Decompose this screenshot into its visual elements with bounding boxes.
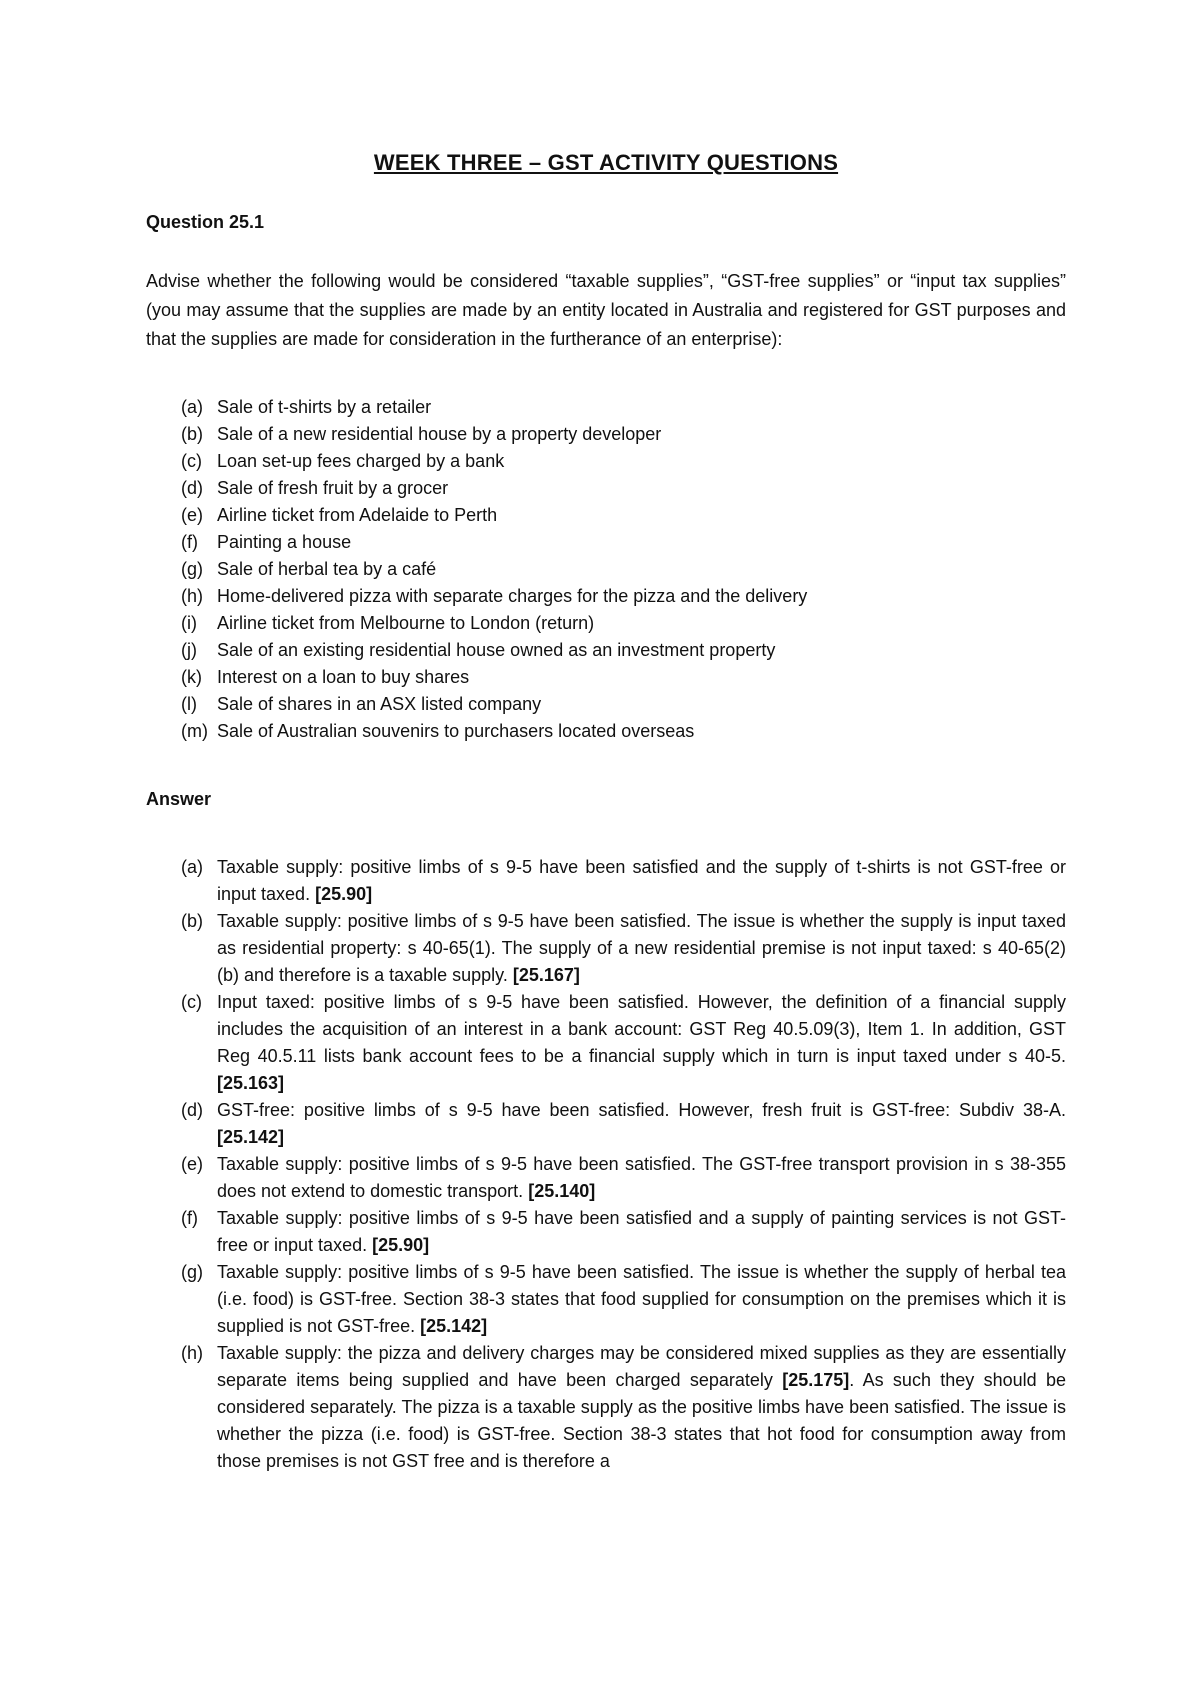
list-item (181, 610, 1066, 637)
item-text: Airline ticket from Adelaide to Perth (217, 505, 498, 525)
answer-text: GST-free: positive limbs of s 9-5 have been satisfied. However, fresh fruit is GST-free: Subdiv 38-A. (217, 1100, 1066, 1120)
item-text: Painting a house (217, 532, 352, 552)
item-text: Sale of t-shirts by a retailer (217, 397, 432, 417)
answer-reference: [25.167] (512, 965, 580, 985)
answer-item (181, 1151, 1066, 1205)
answer-label: (f) (181, 1208, 198, 1228)
list-item (181, 664, 1066, 691)
answer-label: (b) (181, 911, 203, 931)
answer-text-block (217, 908, 1066, 989)
answer-label: (h) (181, 1343, 203, 1363)
list-item (181, 583, 1066, 610)
item-label: (k) (181, 667, 202, 687)
answer-text: Taxable supply: positive limbs of s 9-5 have been satisfied and a supply of painting services is not GST-free or input taxed. (217, 1208, 1066, 1255)
item-text: Interest on a loan to buy shares (217, 667, 470, 687)
list-item (181, 691, 1066, 718)
item-text: Sale of fresh fruit by a grocer (217, 478, 449, 498)
item-label: (b) (181, 424, 203, 444)
answer-label: (d) (181, 1100, 203, 1120)
answer-item (181, 854, 1066, 908)
answer-text-block (217, 1205, 1066, 1259)
answer-text-block (217, 1151, 1066, 1205)
question-intro: Advise whether the following would be considered “taxable supplies”, “GST-free supplies” or “input tax supplies” (you may assume that the supplies are made by an entity located in Australia and registered for GST purposes and that the supplies are made for consideration in the furtherance of an enterprise): (146, 271, 1066, 349)
page-title: WEEK THREE – GST ACTIVITY QUESTIONS (373, 150, 839, 175)
answer-item (181, 1340, 1066, 1475)
answer-label: (c) (181, 992, 202, 1012)
question-items-list (181, 394, 1066, 745)
item-text: Home-delivered pizza with separate charges for the pizza and the delivery (217, 586, 808, 606)
answer-item (181, 989, 1066, 1097)
answer-text: Taxable supply: positive limbs of s 9-5 have been satisfied. The issue is whether the supply of herbal tea (i.e. food) is GST-free. Section 38-3 states that food supplied for consumption on the premises which it is supplied is not GST-free. (217, 1262, 1066, 1336)
answer-item (181, 908, 1066, 989)
answer-text-block (217, 1340, 1066, 1475)
item-text: Sale of Australian souvenirs to purchasers located overseas (217, 721, 695, 741)
answer-heading: Answer (146, 789, 212, 809)
answer-text-block (217, 1097, 1066, 1151)
answer-label: (e) (181, 1154, 203, 1174)
item-text: Sale of herbal tea by a café (217, 559, 437, 579)
item-text: Loan set-up fees charged by a bank (217, 451, 505, 471)
item-label: (a) (181, 397, 203, 417)
answer-reference: [25.140] (528, 1181, 596, 1201)
answer-item (181, 1097, 1066, 1151)
list-item (181, 502, 1066, 529)
answer-label: (g) (181, 1262, 203, 1282)
list-item (181, 556, 1066, 583)
answer-reference: [25.90] (372, 1235, 430, 1255)
item-label: (d) (181, 478, 203, 498)
answer-text: Taxable supply: the pizza and delivery charges may be considered mixed supplies as they are essentially separate items being supplied and have been charged separately (217, 1343, 1066, 1390)
item-text: Airline ticket from Melbourne to London (return) (217, 613, 595, 633)
item-text: Sale of an existing residential house owned as an investment property (217, 640, 776, 660)
answer-reference: [25.90] (315, 884, 373, 904)
answer-text: Taxable supply: positive limbs of s 9-5 have been satisfied. The issue is whether the supply is input taxed as residential property: s 40-65(1). The supply of a new residential premise is not input taxed: s 40-65(2)(b) and therefore is a taxable supply. (217, 911, 1066, 985)
list-item (181, 475, 1066, 502)
list-item (181, 448, 1066, 475)
answer-text: Taxable supply: positive limbs of s 9-5 have been satisfied. The GST-free transport provision in s 38-355 does not extend to domestic transport. (217, 1154, 1066, 1201)
answers-list (181, 854, 1066, 1475)
list-item (181, 718, 1066, 745)
list-item (181, 637, 1066, 664)
item-label: (i) (181, 613, 197, 633)
item-label: (l) (181, 694, 197, 714)
answer-reference: [25.175] (782, 1370, 850, 1390)
list-item (181, 394, 1066, 421)
answer-label: (a) (181, 857, 203, 877)
item-text: Sale of shares in an ASX listed company (217, 694, 542, 714)
answer-reference: [25.163] (217, 1073, 285, 1093)
item-label: (g) (181, 559, 203, 579)
answer-reference: [25.142] (217, 1127, 285, 1147)
answer-text: Taxable supply: positive limbs of s 9-5 have been satisfied and the supply of t-shirts is not GST-free or input taxed. (217, 857, 1066, 904)
answer-text-block (217, 1259, 1066, 1340)
answer-reference: [25.142] (420, 1316, 488, 1336)
answer-text-block (217, 989, 1066, 1097)
item-label: (j) (181, 640, 197, 660)
answer-text: Input taxed: positive limbs of s 9-5 have been satisfied. However, the definition of a financial supply includes the acquisition of an interest in a bank account: GST Reg 40.5.09(3), Item 1. In addition, GST Reg 40.5.11 lists bank account fees to be a financial supply which in turn is input taxed under s 40-5. (217, 992, 1066, 1066)
item-label: (e) (181, 505, 203, 525)
list-item (181, 529, 1066, 556)
answer-item (181, 1205, 1066, 1259)
answer-item (181, 1259, 1066, 1340)
item-label: (f) (181, 532, 198, 552)
list-item (181, 421, 1066, 448)
item-text: Sale of a new residential house by a property developer (217, 424, 662, 444)
answer-text-after: . As such they should be considered separately. The pizza is a taxable supply as the positive limbs have been satisfied. The issue is whether the pizza (i.e. food) is GST-free. Section 38-3 states that hot food for consumption away from those premises is not GST free and is therefore a (217, 1370, 1066, 1471)
item-label: (h) (181, 586, 203, 606)
item-label: (c) (181, 451, 202, 471)
answer-text-block (217, 854, 1066, 908)
item-label: (m) (181, 721, 208, 741)
question-heading: Question 25.1 (146, 212, 265, 232)
